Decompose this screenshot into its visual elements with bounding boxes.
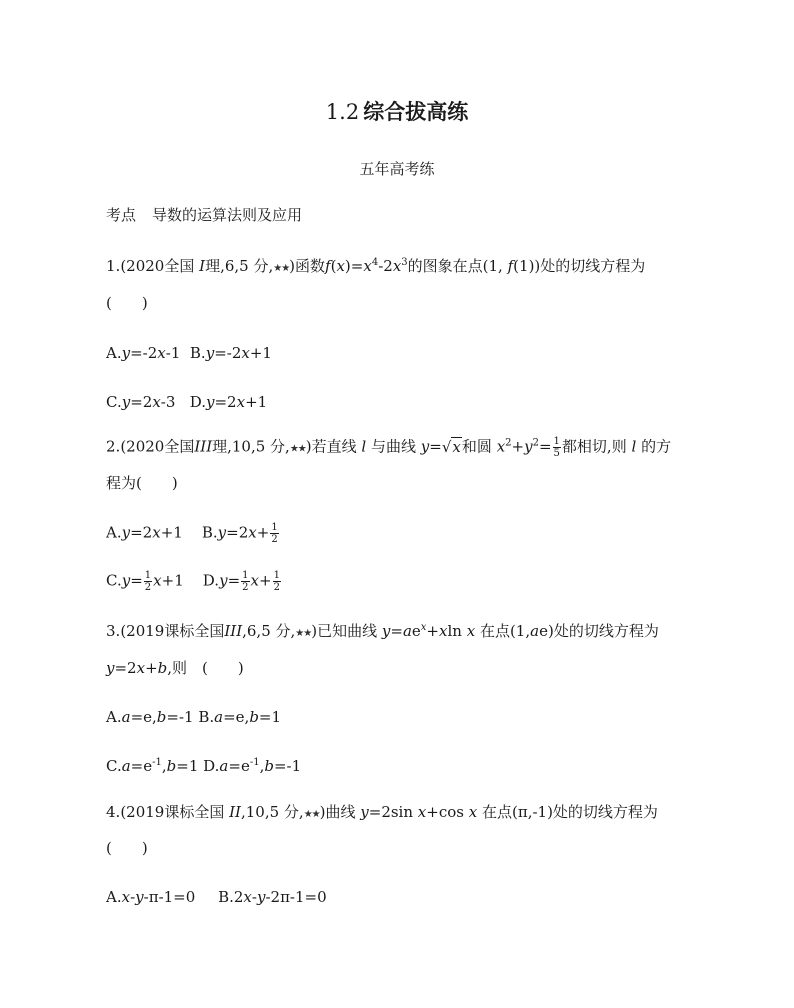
difficulty-stars-icon: ★★ [273, 263, 290, 274]
question-4-answer-blank: ( ) [106, 839, 148, 857]
difficulty-stars-icon: ★★ [303, 809, 320, 820]
question-1-stem: 1.(2020全国 I理,6,5 分,★★)函数$f(x)=x^4-2x^3$的图象在点(1, f(1))处的切线方程为 [106, 257, 646, 275]
question-3-options-cd: $C.a=e^{-1},b=1$ $D.a=e^{-1},b=-1$ [106, 757, 302, 775]
question-4-stem: 4.(2019课标全国 II,10,5 分,★★)曲线 y=2sin x+cos x 在点(π,-1)处的切线方程为 [106, 803, 658, 821]
question-1-options-ab: A.y=-2x-1 B.y=-2x+1 [106, 344, 272, 362]
section-heading [106, 205, 706, 225]
question-3-stem: 3.(2019课标全国III,6,5 分,★★)已知曲线 $y=ae^x+xln$ x 在点(1,ae)处的切线方程为 [106, 622, 659, 640]
page-title [0, 96, 794, 126]
question-2-stem: 2.(2020全国III理,10,5 分,★★)若直线 l 与曲线 y=√x和圆 $x^2+y^2=$ $\frac{1}{5}$ 都相切,则 l 的方 [106, 436, 672, 459]
question-1-answer-blank: ( ) [106, 294, 148, 312]
page-subtitle: 五年高考练 [359, 160, 435, 178]
section-topic: 导数的运算法则及应用 [152, 206, 303, 224]
difficulty-stars-icon: ★★ [295, 628, 312, 639]
difficulty-stars-icon: ★★ [289, 443, 306, 455]
question-3-options-ab: A.a=e,b=-1 B.a=e,b=1 [106, 708, 282, 726]
title-number: 1.2 [325, 100, 360, 124]
question-1-options-cd: C.y=2x-3 D.y=2x+1 [106, 393, 268, 411]
question-2-stem-continued: 程为( ) [106, 474, 178, 492]
section-label: 考点 [106, 206, 137, 224]
question-3-stem-continued: y=2x+b,则 ( ) [106, 659, 244, 677]
question-2-options-cd: C.y= $\frac{1}{2}$ x+1 D.y= $\frac{1}{2}$ x+ $\frac{1}{2}$ [106, 570, 280, 593]
question-4-options-ab: A.x-y-π-1=0 B.2x-y-2π-1=0 [106, 888, 327, 906]
question-2-options-ab: A.y=2x+1 B.y=2x+ $\frac{1}{2}$ [106, 522, 278, 545]
title-text: 综合拔高练 [363, 100, 469, 124]
